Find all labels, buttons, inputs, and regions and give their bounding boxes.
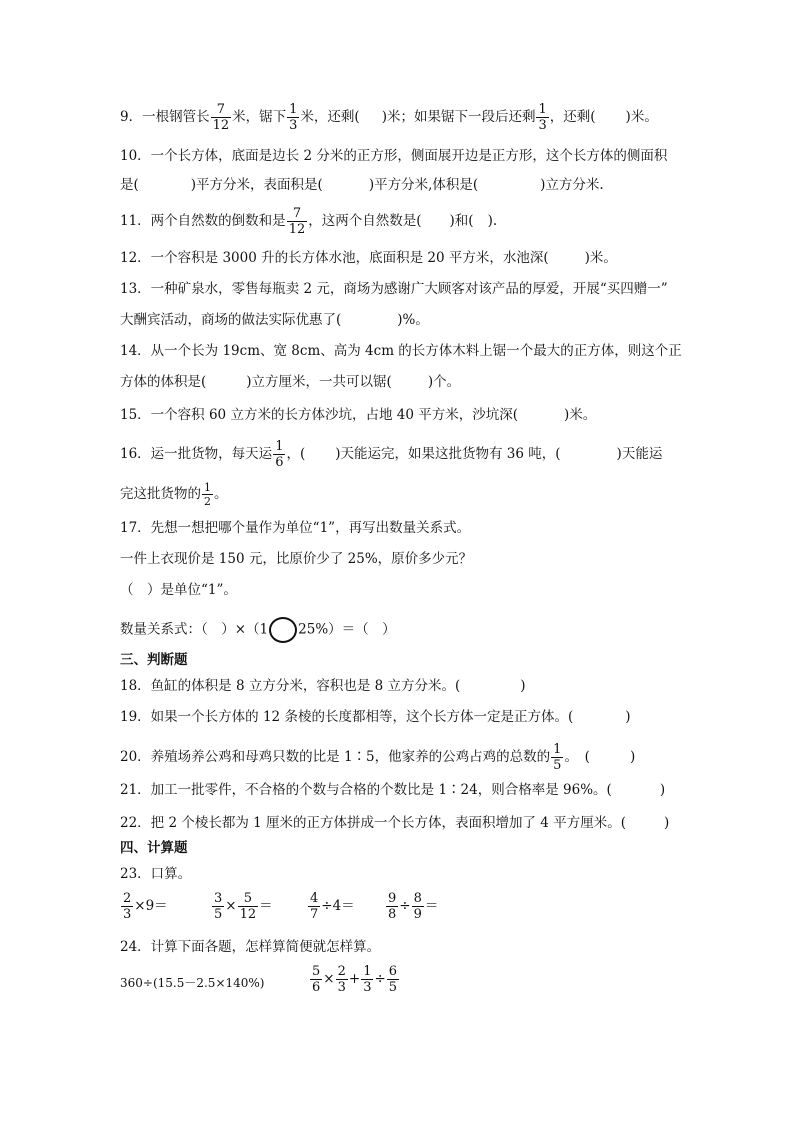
fraction: $\frac{1}{3}$	[538, 102, 547, 133]
question-23-title: 23．口算。	[120, 866, 192, 882]
question-16-line-2: 完这批货物的 $\frac{1}{2}$ 。	[120, 481, 228, 508]
section-title: 四、计算题	[120, 840, 188, 856]
question-13-line-1: 13．一种矿泉水，零售每瓶卖 2 元，商场为感谢广大顾客对该产品的厚爱，开展“买四赠一”	[120, 281, 668, 297]
fraction: $\frac{1}{3}$	[289, 102, 298, 133]
question-17-line-1: 17．先想一想把哪个量作为单位“1”，再写出数量关系式。	[120, 520, 471, 536]
operator-circle-blank[interactable]	[269, 617, 297, 643]
question-14-line-1: 14．从一个长为 19cm、宽 8cm、高为 4cm 的长方体木料上锯一个最大的正方体，则这个正	[120, 343, 682, 359]
question-21: 21．加工一批零件，不合格的个数与合格的个数比是 1∶24，则合格率是 96%。( )	[120, 782, 666, 798]
question-14-line-2: 方体的体积是( )立方厘米，一共可以锯( )个。	[120, 374, 461, 390]
question-18: 18．鱼缸的体积是 8 立方分米，容积也是 8 立方分米。( )	[120, 678, 526, 694]
question-10-line-2: 是( )平方分米，表面积是( )平方分米,体积是( )立方分米.	[120, 177, 604, 193]
question-16-line-1: 16．运一批货物，每天运 $\frac{1}{6}$ ，( )天能运完，如果这批货物有 36 吨，( )天能运	[120, 439, 663, 470]
section-title: 三、判断题	[120, 652, 188, 668]
question-23-expr-2: $\frac{3}{5}$ × $\frac{5}{12}$ ＝	[214, 891, 273, 922]
question-23-expr-4: $\frac{9}{8}$ ÷ $\frac{8}{9}$ ＝	[388, 891, 439, 922]
question-13-line-2: 大酬宾活动，商场的做法实际优惠了( )%。	[120, 312, 429, 328]
question-15: 15．一个容积 60 立方米的长方体沙坑，占地 40 平方米，沙坑深( )米。	[120, 407, 597, 423]
fraction: $\frac{1}{5}$	[553, 742, 562, 773]
fraction: $\frac{1}{6}$	[275, 439, 284, 470]
question-23-expr-1: $\frac{2}{3}$ ×9＝	[123, 891, 168, 922]
question-19: 19．如果一个长方体的 12 条棱的长度都相等，这个长方体一定是正方体。( )	[120, 709, 631, 725]
question-17-line-4: 数量关系式：（ ）×（1 25%）＝（ ）	[120, 617, 396, 643]
question-24-title: 24．计算下面各题，怎样算简便就怎样算。	[120, 939, 381, 955]
question-20: 20．养殖场养公鸡和母鸡只数的比是 1∶5，他家养的公鸡占鸡的总数的 $\frac{1}{5}$ 。 ( )	[120, 742, 636, 773]
question-12: 12．一个容积是 3000 升的长方体水池，底面积是 20 平方米，水池深( )米。	[120, 250, 617, 266]
question-24-expr-2: $\frac{5}{6}$ × $\frac{2}{3}$ + $\frac{1}{3}$ ÷ $\frac{6}{5}$	[312, 964, 398, 995]
question-17-line-3: （ ）是单位“1”。	[120, 582, 237, 598]
fraction: $\frac{7}{12}$	[212, 102, 230, 133]
fraction: $\frac{1}{2}$	[204, 481, 211, 508]
question-23-expr-3: $\frac{4}{7}$ ÷4＝	[310, 891, 355, 922]
question-9: 9．一根钢管长 $\frac{7}{12}$ 米，锯下 $\frac{1}{3}$ 米，还剩( )米；如果锯下一段后还剩 $\frac{1}{3}$ ，还剩( )米。	[120, 102, 658, 133]
question-22: 22．把 2 个棱长都为 1 厘米的正方体拼成一个长方体，表面积增加了 4 平方厘米。( )	[120, 815, 670, 831]
question-24-expr-1: 360÷(15.5－2.5×140%)	[120, 976, 265, 990]
question-17-line-2: 一件上衣现价是 150 元，比原价少了 25%，原价多少元？	[120, 551, 473, 567]
fraction: $\frac{7}{12}$	[288, 206, 306, 237]
question-11: 11．两个自然数的倒数和是 $\frac{7}{12}$ ，这两个自然数是( )和( ).	[120, 206, 498, 237]
question-10-line-1: 10．一个长方体，底面是边长 2 分米的正方形，侧面展开边是正方形，这个长方体的侧面积	[120, 148, 668, 164]
